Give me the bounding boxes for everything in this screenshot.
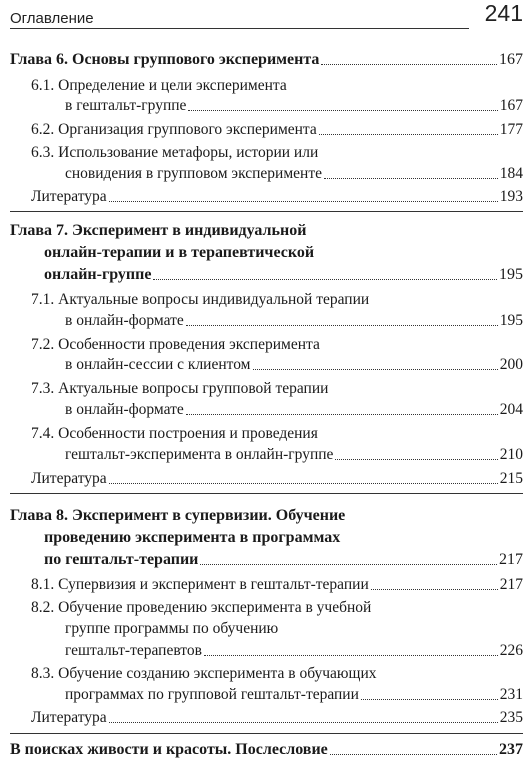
toc-section-7-1-line1 [31, 290, 369, 310]
toc-chapter-title: Глава 6. Основы группового эксперимента [10, 51, 320, 68]
toc-section-title: гештальт-терапевтов [65, 642, 202, 659]
leader-dots [186, 324, 498, 326]
toc-section-title: программах по групповой гештальт-терапии [65, 686, 359, 703]
leader-dots [109, 482, 498, 484]
section-divider [10, 211, 523, 212]
toc-page-ref: 231 [499, 686, 523, 703]
leader-dots [253, 368, 498, 370]
toc-chapter-title: по гештальт-терапии [44, 551, 199, 568]
toc-chapter-title: В поисках живости и красоты. Послесловие [10, 741, 328, 758]
toc-section-title: 7.3. Актуальные вопросы групповой терапии [31, 380, 329, 397]
toc-section-8-2-line1 [31, 598, 371, 618]
toc-chapter-7-line3 [44, 265, 523, 285]
toc-section-8-1 [31, 575, 523, 595]
toc-chapter-title: онлайн-группе [44, 266, 152, 283]
toc-section-8-3-line2 [65, 685, 523, 705]
toc-section-title: 8.3. Обучение созданию эксперимента в обучающих [31, 665, 377, 682]
toc-chapter-title: Глава 7. Эксперимент в индивидуальной [10, 222, 307, 239]
toc-section-title: в онлайн-сессии с клиентом [65, 356, 251, 373]
toc-page-ref: 167 [499, 97, 523, 114]
toc-section-8-2-line2 [65, 619, 278, 639]
toc-section-8-3-line1 [31, 664, 377, 684]
toc-section-title: 6.3. Использование метафоры, истории или [31, 144, 319, 161]
section-divider [10, 733, 523, 734]
toc-section-6-2 [31, 120, 523, 140]
toc-page-ref: 226 [499, 642, 523, 659]
toc-page-ref: 195 [499, 266, 523, 283]
header-rule [10, 28, 469, 29]
toc-section-title: сновидения в групповом эксперименте [65, 165, 322, 182]
toc-chapter-7-line1 [10, 221, 306, 241]
toc-page-ref: 237 [499, 741, 523, 758]
toc-section-title: 8.2. Обучение проведению эксперимента в учебной [31, 599, 372, 616]
leader-dots [153, 278, 497, 280]
toc-literature-7 [31, 469, 523, 489]
toc-chapter-title: проведению эксперимента в программах [44, 529, 341, 546]
toc-section-7-3-line1 [31, 379, 328, 399]
toc-section-title: гештальт-эксперимента в онлайн-группе [65, 446, 334, 463]
toc-page-ref: 204 [499, 401, 523, 418]
toc-chapter-title: онлайн-терапии и в терапевтической [44, 244, 315, 261]
toc-chapter-8-line2 [44, 528, 340, 548]
toc-page-ref: 200 [499, 356, 523, 373]
toc-section-7-4-line2 [65, 445, 523, 465]
toc-page-ref: 215 [499, 470, 523, 487]
toc-page-ref: 193 [499, 188, 523, 205]
toc-section-title: группе программы по обучению [65, 620, 279, 637]
running-header [10, 0, 523, 30]
toc-chapter-8-line3 [44, 550, 523, 570]
toc-section-6-3-line1 [31, 143, 318, 163]
toc-section-title: в онлайн-формате [65, 401, 184, 418]
leader-dots [109, 200, 498, 202]
toc-page-ref: 217 [499, 576, 523, 593]
toc-section-7-2-line1 [31, 335, 320, 355]
leader-dots [109, 721, 498, 723]
toc-section-8-2-line3 [65, 641, 523, 661]
toc-page-ref: 195 [499, 312, 523, 329]
page-number: 241 [484, 0, 523, 26]
toc-chapter-6 [10, 50, 523, 70]
toc-section-title: 7.1. Актуальные вопросы индивидуальной терапии [31, 291, 370, 308]
toc-section-7-1-line2 [65, 311, 523, 331]
toc-literature-title: Литература [31, 709, 107, 726]
toc-section-title: в онлайн-формате [65, 312, 184, 329]
toc-page-ref: 210 [499, 446, 523, 463]
toc-section-7-2-line2 [65, 355, 523, 375]
toc-page-ref: 177 [499, 121, 523, 138]
leader-dots [324, 177, 498, 179]
toc-page-ref: 184 [499, 165, 523, 182]
toc-section-6-3-line2 [65, 164, 523, 184]
toc-section-7-4-line1 [31, 424, 318, 444]
toc-chapter-8-line1 [10, 506, 345, 526]
leader-dots [188, 109, 497, 111]
toc-section-title: 8.1. Супервизия и эксперимент в гештальт-терапии [31, 576, 369, 593]
toc-section-title: 6.1. Определение и цели эксперимента [31, 77, 287, 94]
toc-section-title: 6.2. Организация группового эксперимента [31, 121, 317, 138]
toc-afterword [10, 740, 523, 760]
toc-chapter-title: Глава 8. Эксперимент в супервизии. Обучение [10, 507, 346, 524]
toc-section-title: в гештальт-группе [65, 97, 187, 114]
toc-literature-title: Литература [31, 470, 107, 487]
leader-dots [361, 698, 498, 700]
toc-literature-6 [31, 187, 523, 207]
running-header-title: Оглавление [10, 10, 94, 27]
leader-dots [319, 133, 498, 135]
toc-section-6-1-line2 [65, 96, 523, 116]
toc-page-ref: 167 [499, 51, 523, 68]
toc-literature-8 [31, 708, 523, 728]
leader-dots [371, 588, 498, 590]
toc-section-7-3-line2 [65, 400, 523, 420]
toc-section-title: 7.4. Особенности построения и проведения [31, 425, 318, 442]
leader-dots [186, 413, 498, 415]
section-divider [10, 493, 523, 494]
leader-dots [330, 753, 497, 755]
toc-section-title: 7.2. Особенности проведения эксперимента [31, 336, 320, 353]
toc-page-ref: 217 [499, 551, 523, 568]
toc-page-ref: 235 [499, 709, 523, 726]
leader-dots [204, 654, 498, 656]
toc-literature-title: Литература [31, 188, 107, 205]
toc-chapter-7-line2 [44, 243, 314, 263]
leader-dots [335, 458, 497, 460]
leader-dots [321, 63, 497, 65]
leader-dots [200, 563, 497, 565]
toc-section-6-1-line1 [31, 76, 287, 96]
